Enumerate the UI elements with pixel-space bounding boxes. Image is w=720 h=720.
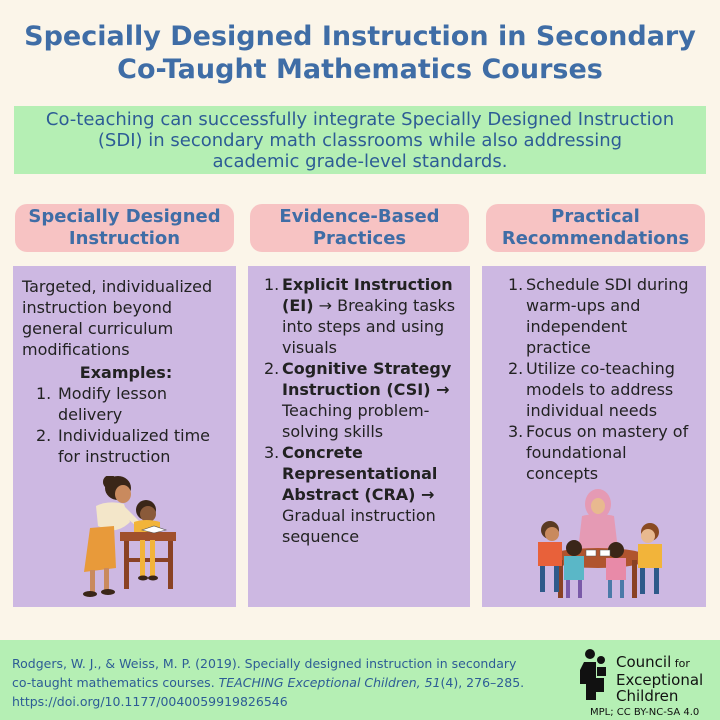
item-line: individual needs [526,401,658,420]
item-text: into steps and using [282,317,445,336]
list-item [494,421,700,484]
item-line: models to address [526,380,674,399]
heading-recommendations [486,204,705,252]
item-bold: Cognitive Strategy [282,359,452,378]
item-line: Utilize co-teaching [526,359,675,378]
item-line: warm-ups and [526,296,641,315]
item-bold: (EI) [282,296,314,315]
item-line: Focus on mastery of [526,422,689,441]
sdi-def-line: instruction beyond [22,298,172,317]
item-text: solving skills [282,422,384,441]
list-item [22,383,230,425]
list-item [260,442,464,547]
citation [12,654,552,711]
heading-rec-line-1: Practical [551,206,640,227]
item-bold: Representational [282,464,438,483]
citation-doi-link[interactable]: https://doi.org/10.1177/0040059919826546 [12,694,288,709]
item-text: Gradual instruction [282,506,436,525]
list-item [22,425,230,467]
cec-logo-icon [576,648,614,702]
item-line: practice [526,338,591,357]
intro-line-2: (SDI) in secondary math classrooms while also addressing [97,130,623,151]
item-number: 1. [36,384,52,403]
logo-line-1: Council [616,653,672,671]
cec-logo-text [616,654,703,704]
item-line: independent [526,317,628,336]
list-item [260,274,464,358]
sdi-definition [22,276,230,360]
heading-sdi-line-2: Instruction [68,228,181,249]
logo-line-3: Children [616,687,679,705]
item-number: 3. [508,422,524,441]
classroom-group-illustration [532,486,668,602]
item-bold: Concrete [282,443,363,462]
heading-ebp-line-2: Practices [312,228,407,249]
sdi-def-line: Targeted, individualized [22,277,213,296]
intro-line-1: Co-teaching can successfully integrate Specially Designed Instruction [45,109,675,130]
item-text: visuals [282,338,337,357]
list-item [494,274,700,358]
recommendations-list [494,274,700,484]
item-number: 2. [508,359,524,378]
panel-evidence-based-practices [248,266,470,607]
item-number: 2. [264,359,280,378]
page-title [0,20,720,86]
heading-sdi-line-1: Specially Designed [28,206,221,227]
logo-line-1-small: for [671,657,690,670]
intro-banner [14,106,706,174]
item-number: 3. [264,443,280,462]
heading-ebp [250,204,469,252]
heading-ebp-line-1: Evidence-Based [279,206,440,227]
item-line: Modify lesson [58,384,167,403]
list-item [260,358,464,442]
item-text: → Breaking tasks [313,296,456,315]
citation-line-2 [12,673,552,692]
heading-sdi [15,204,234,252]
item-line: concepts [526,464,599,483]
item-line: Individualized time [58,426,210,445]
citation-journal: TEACHING Exceptional Children, 51 [218,675,441,690]
item-bold: Abstract (CRA) → [282,485,435,504]
item-bold: Explicit Instruction [282,275,453,294]
item-line: Schedule SDI during [526,275,689,294]
item-line: delivery [58,405,123,424]
citation-line-1: Rodgers, W. J., & Weiss, M. P. (2019). Specially designed instruction in secondary [12,656,517,671]
item-line: foundational [526,443,627,462]
item-text: Teaching problem- [282,401,430,420]
item-bold: Instruction (CSI) → [282,380,450,399]
item-text: sequence [282,527,360,546]
teacher-student-illustration [68,476,186,602]
list-item [494,358,700,421]
practices-list [260,274,464,547]
title-line-1: Specially Designed Instruction in Secondary [24,21,696,52]
citation-text: co-taught mathematics courses. [12,675,219,690]
examples-list [22,383,230,467]
item-line: for instruction [58,447,171,466]
examples-title: Examples: [79,363,173,382]
logo-line-2: Exceptional [616,671,704,689]
footer-band [0,640,720,720]
item-number: 1. [508,275,524,294]
citation-text: (4), 276–285. [440,675,525,690]
sdi-def-line: general curriculum [22,319,174,338]
intro-line-3: academic grade-level standards. [212,151,508,172]
item-number: 1. [264,275,280,294]
item-number: 2. [36,426,52,445]
title-line-2: Co-Taught Mathematics Courses [117,54,603,85]
license-text: MPL; CC BY-NC-SA 4.0 [590,707,700,718]
heading-rec-line-2: Recommendations [501,228,690,249]
sdi-def-line: modifications [22,340,130,359]
